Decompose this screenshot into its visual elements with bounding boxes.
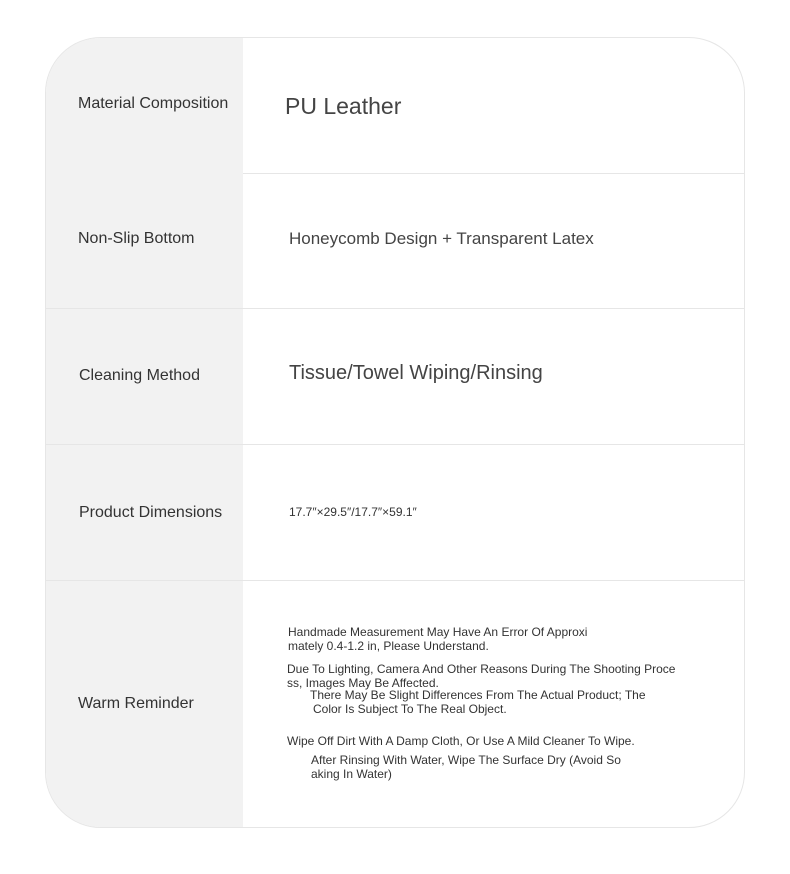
spec-row-non-slip (46, 173, 744, 309)
spec-row-cleaning (46, 309, 744, 445)
reminder-line: Due To Lighting, Camera And Other Reasons During The Shooting Proce (287, 662, 676, 676)
reminder-line: Wipe Off Dirt With A Damp Cloth, Or Use A Mild Cleaner To Wipe. (287, 734, 635, 748)
non-slip-value: Honeycomb Design + Transparent Latex (289, 229, 594, 248)
spec-value-cell (243, 581, 744, 827)
spec-value-cell (243, 173, 744, 308)
reminder-line: Color Is Subject To The Real Object. (313, 702, 507, 716)
spec-label-cell (46, 445, 243, 580)
reminder-line: aking In Water) (311, 767, 392, 781)
dimensions-value: 17.7″×29.5″/17.7″×59.1″ (289, 505, 417, 519)
reminder-line: After Rinsing With Water, Wipe The Surface Dry (Avoid So (311, 753, 621, 767)
cleaning-label: Cleaning Method (79, 367, 200, 384)
warm-reminder-label: Warm Reminder (78, 695, 194, 712)
reminder-line: ss, Images May Be Affected. (287, 676, 439, 690)
spec-label-cell (46, 309, 243, 444)
reminder-line: Handmade Measurement May Have An Error Of Approxi (288, 625, 588, 639)
dimensions-label: Product Dimensions (79, 504, 223, 521)
material-label: Material Composition (78, 95, 229, 112)
spec-row-material (46, 38, 744, 174)
spec-value-cell (243, 309, 744, 444)
spec-row-dimensions (46, 445, 744, 581)
spec-label-cell (46, 38, 243, 173)
reminder-line: There May Be Slight Differences From The Actual Product; The (310, 688, 646, 702)
spec-label-cell (46, 173, 243, 308)
reminder-line: mately 0.4-1.2 in, Please Understand. (288, 639, 489, 653)
material-value: PU Leather (285, 93, 402, 119)
spec-value-cell (243, 38, 744, 173)
spec-row-warm-reminder (46, 581, 744, 827)
spec-label-cell (46, 581, 243, 827)
spec-value-cell (243, 445, 744, 580)
cleaning-value: Tissue/Towel Wiping/Rinsing (289, 362, 543, 384)
non-slip-label: Non-Slip Bottom (78, 230, 195, 247)
spec-table (45, 37, 745, 828)
